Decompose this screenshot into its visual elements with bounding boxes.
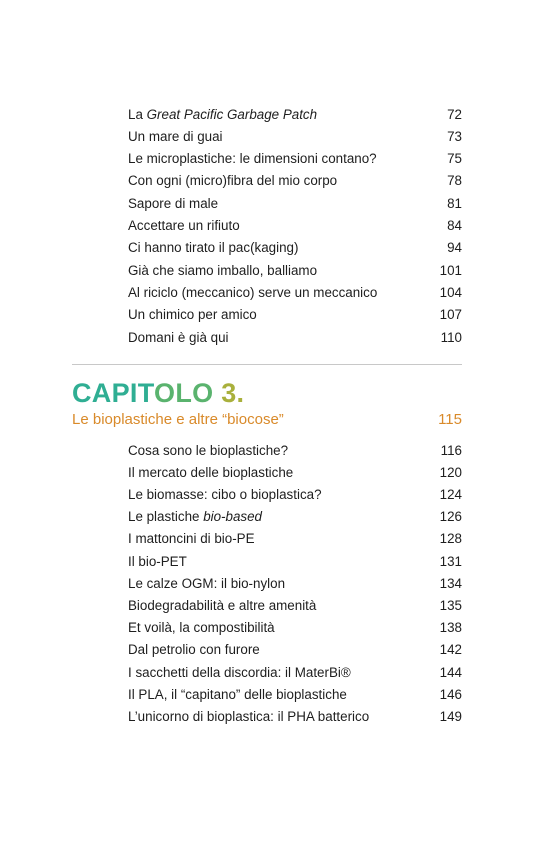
toc-entry[interactable] bbox=[128, 640, 462, 660]
toc-entry-page-number: 144 bbox=[439, 664, 462, 680]
toc-entry-title bbox=[128, 529, 255, 549]
toc-entry-page-number: 126 bbox=[439, 509, 462, 525]
toc-entry-page-number: 84 bbox=[447, 218, 462, 233]
toc-entry-page-number: 128 bbox=[439, 531, 462, 547]
toc-entry[interactable] bbox=[128, 685, 462, 705]
toc-entry[interactable] bbox=[128, 529, 462, 549]
toc-entry-title bbox=[128, 707, 369, 727]
toc-entry-page-number: 94 bbox=[447, 240, 462, 256]
toc-entry-page-number: 110 bbox=[440, 329, 462, 345]
toc-entry-title-text: Sapore di male bbox=[128, 195, 219, 211]
toc-entry[interactable] bbox=[128, 283, 462, 303]
toc-entry-title bbox=[128, 663, 351, 683]
toc-entry-page-number: 124 bbox=[439, 486, 462, 502]
toc-entry[interactable] bbox=[128, 261, 462, 281]
toc-entry-title-text: Con ogni (micro)fibra del mio corpo bbox=[128, 173, 338, 189]
toc-entry[interactable] bbox=[128, 305, 462, 325]
toc-entry-title-text: Dal petrolio con furore bbox=[128, 642, 260, 658]
toc-entry-title-text: I sacchetti della discordia: il MaterBi® bbox=[128, 664, 351, 680]
toc-entry-title bbox=[128, 127, 223, 147]
toc-entry-title-text: Accettare un rifiuto bbox=[128, 218, 240, 233]
toc-entry[interactable] bbox=[128, 238, 462, 258]
toc-entry-title-text: Biodegradabilità e altre amenità bbox=[128, 597, 317, 613]
toc-entry-title-text: Et voilà, la compostibilità bbox=[128, 620, 275, 636]
toc-entry-page-number: 104 bbox=[439, 284, 462, 300]
toc-entry[interactable] bbox=[128, 596, 462, 616]
toc-entry-title bbox=[128, 507, 262, 527]
toc-entry-page-number: 146 bbox=[439, 686, 462, 702]
chapter-page-number: 115 bbox=[438, 411, 462, 428]
toc-entry-title-text: Il bio-PET bbox=[128, 553, 187, 569]
toc-entry-page-number: 131 bbox=[439, 553, 462, 569]
toc-entry-title bbox=[128, 596, 316, 616]
toc-entry-page-number: 81 bbox=[447, 195, 462, 211]
toc-entry-title-text: Le microplastiche: le dimensioni contano? bbox=[128, 151, 377, 167]
toc-entry[interactable] bbox=[128, 618, 462, 638]
toc-entry-title bbox=[128, 149, 377, 169]
toc-entry[interactable] bbox=[128, 463, 462, 483]
toc-entry-title bbox=[128, 328, 229, 348]
toc-entry-title-text: Le plastiche bbox=[128, 509, 204, 525]
toc-entry[interactable] bbox=[128, 127, 462, 147]
toc-entry[interactable] bbox=[128, 552, 462, 572]
toc-entry-title-text: Ci hanno tirato il pac(kaging) bbox=[128, 240, 299, 256]
toc-entry-page-number: 107 bbox=[439, 307, 462, 323]
toc-entry-title-text: Le biomasse: cibo o bioplastica? bbox=[128, 486, 322, 502]
toc-entry[interactable] bbox=[128, 171, 462, 191]
toc-entry-title-text: Il PLA, il “capitano” delle bioplastiche bbox=[128, 686, 347, 702]
toc-entry-title bbox=[128, 441, 288, 461]
toc-entry-page-number: 149 bbox=[439, 708, 462, 724]
toc-entry-title bbox=[128, 105, 317, 125]
toc-entry-title-text: I mattoncini di bio-PE bbox=[128, 531, 255, 547]
toc-entry-title-text: Già che siamo imballo, balliamo bbox=[128, 262, 318, 278]
toc-entry-title bbox=[128, 171, 337, 191]
toc-entry-title-italic: bio-based bbox=[203, 509, 263, 525]
toc-entry-title bbox=[128, 552, 187, 572]
toc-entry[interactable] bbox=[128, 441, 462, 461]
toc-entry[interactable] bbox=[128, 328, 462, 348]
toc-entry-title-text: Il mercato delle bioplastiche bbox=[128, 464, 294, 480]
toc-entry[interactable] bbox=[128, 149, 462, 169]
toc-entry[interactable] bbox=[128, 216, 462, 236]
toc-entry[interactable] bbox=[128, 194, 462, 214]
toc-entry-title bbox=[128, 463, 293, 483]
toc-entry[interactable] bbox=[128, 485, 462, 505]
chapter-heading-part-2: OLO bbox=[154, 378, 222, 408]
toc-entry-page-number: 101 bbox=[439, 262, 462, 278]
toc-entry-page-number: 135 bbox=[439, 597, 462, 613]
toc-entry-title-text: Cosa sono le bioplastiche? bbox=[128, 442, 289, 458]
chapter-title: Le bioplastiche e altre “biocose” bbox=[72, 411, 284, 428]
toc-entry-title bbox=[128, 238, 298, 258]
toc-entry-page-number: 73 bbox=[447, 128, 462, 144]
toc-entry[interactable] bbox=[128, 574, 462, 594]
toc-entry-page-number: 142 bbox=[439, 642, 462, 658]
section-divider bbox=[72, 364, 462, 365]
toc-entry-title bbox=[128, 485, 322, 505]
toc-entry-title bbox=[128, 618, 275, 638]
toc-entry-title-text: Un mare di guai bbox=[128, 128, 223, 144]
toc-entry-title bbox=[128, 261, 317, 281]
toc-entry-title-text: Un chimico per amico bbox=[128, 307, 257, 323]
toc-entry-title-text: La bbox=[128, 106, 147, 122]
toc-entry-page-number: 116 bbox=[440, 442, 462, 458]
toc-entry-page-number: 138 bbox=[439, 620, 462, 636]
toc-entry-title-text: Domani è già qui bbox=[128, 329, 229, 345]
toc-entry[interactable] bbox=[128, 663, 462, 683]
toc-entry-title bbox=[128, 305, 257, 325]
toc-entry-page-number: 134 bbox=[439, 575, 462, 591]
toc-entry-title bbox=[128, 574, 285, 594]
chapter-heading-part-1: CAPIT bbox=[72, 378, 155, 408]
chapter-heading bbox=[72, 378, 244, 408]
toc-entry-title bbox=[128, 640, 260, 660]
toc-entry-page-number: 120 bbox=[439, 464, 462, 480]
toc-entry-title-text: Le calze OGM: il bio-nylon bbox=[128, 575, 286, 591]
toc-entry-page-number: 75 bbox=[447, 151, 462, 167]
toc-entry-title-text: L’unicorno di bioplastica: il PHA batterico bbox=[128, 708, 370, 724]
toc-entry-page-number: 78 bbox=[447, 173, 462, 189]
toc-entry-page-number: 72 bbox=[447, 106, 462, 122]
toc-entry[interactable] bbox=[128, 707, 462, 727]
toc-entry-title-text: Al riciclo (meccanico) serve un meccanico bbox=[128, 284, 378, 300]
chapter-title-row bbox=[72, 410, 462, 430]
toc-entry-title bbox=[128, 685, 347, 705]
toc-entry[interactable] bbox=[128, 507, 462, 527]
toc-entry-title-italic: Great Pacific Garbage Patch bbox=[146, 106, 318, 122]
chapter-heading-part-3: 3. bbox=[221, 378, 245, 408]
toc-entry-title bbox=[128, 216, 240, 236]
toc-entry-title bbox=[128, 283, 377, 303]
toc-entry[interactable] bbox=[128, 105, 462, 125]
toc-entry-title bbox=[128, 194, 218, 214]
